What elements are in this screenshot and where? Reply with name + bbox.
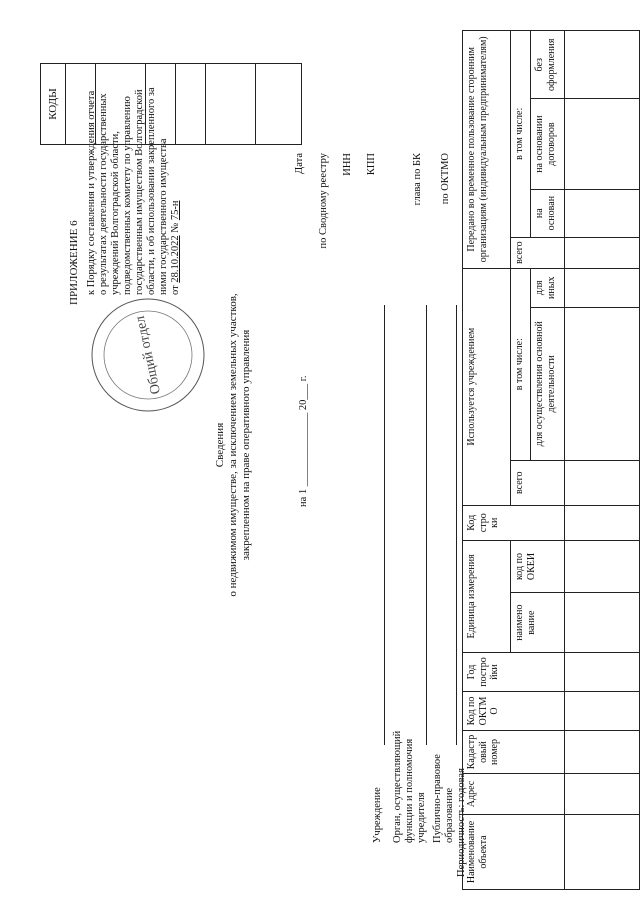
th-used-incl: в том числе:	[511, 268, 531, 460]
label-registry: по Сводному реестру	[318, 153, 329, 249]
label-public-entity-1: Публично-правовое	[432, 754, 443, 843]
appendix-title: ПРИЛОЖЕНИЕ 6	[68, 220, 80, 305]
public-entity-field-line	[456, 305, 457, 745]
table-cell-empty	[565, 189, 640, 237]
appendix-number: 75-н	[170, 200, 181, 221]
th-year: Год постро йки	[463, 653, 565, 692]
codes-row	[205, 64, 256, 144]
th-transferred: Передано во временное пользование сторонним организациям (индивидуальным предпринимателям)	[463, 31, 511, 269]
institution-field-line	[384, 305, 385, 745]
label-bk-head: глава по БК	[412, 153, 423, 206]
codes-row	[145, 64, 176, 144]
label-authority-2: функции и полномочия	[404, 738, 415, 843]
th-address: Адрес	[463, 774, 565, 815]
codes-row	[95, 64, 146, 144]
th-unit-name: наимено вание	[511, 593, 565, 653]
report-date-line: на 1 ______________ 20___ г.	[298, 375, 309, 507]
table-cell-empty	[565, 307, 640, 460]
authority-field-line	[426, 305, 427, 745]
appendix-line-3: учреждений Волгоградской области,	[110, 131, 121, 295]
label-oktmo: по ОКТМО	[440, 153, 451, 205]
label-authority-3: учредителя	[416, 792, 427, 843]
codes-box	[40, 63, 302, 145]
th-oktmo: Код по ОКТМ О	[463, 692, 565, 731]
th-tr-no-doc: без оформления	[531, 31, 565, 99]
label-authority-1: Орган, осуществляющий	[392, 730, 403, 843]
th-row-code: Код стро ки	[463, 505, 565, 540]
table-cell-empty	[565, 505, 640, 540]
label-date: Дата	[294, 153, 305, 174]
th-tr-incl: в том числе:	[511, 31, 531, 238]
th-unit: Единица измерения	[463, 540, 511, 652]
round-stamp	[88, 295, 208, 415]
table-cell-empty	[565, 653, 640, 692]
label-public-entity-2: образование	[444, 787, 455, 843]
appendix-line-4: подведомственных комитету по управлению	[122, 96, 133, 295]
appendix-line-5: государственным имуществом Волгоградской	[134, 89, 145, 295]
table-cell-empty	[565, 692, 640, 731]
table-cell-empty	[565, 540, 640, 593]
table-cell-empty	[565, 237, 640, 268]
th-used: Используется учреждением	[463, 268, 511, 505]
appendix-line-2: о результатах деятельности государственных	[98, 93, 109, 295]
doc-title-line-3: закрепленном на праве оперативного управления	[240, 329, 252, 561]
th-tr-contract: на основании договоров	[531, 99, 565, 189]
label-kpp: КПП	[366, 153, 377, 176]
table-cell-empty	[565, 31, 640, 99]
table-cell-empty	[565, 815, 640, 890]
table-cell-empty	[565, 460, 640, 505]
appendix-date-line: от 28.10.2022 № 75-н	[170, 200, 181, 295]
doc-title-line-2: о недвижимом имуществе, за исключением земельных участков,	[227, 293, 239, 597]
th-used-total: всего	[511, 460, 565, 505]
table-cell-empty	[565, 731, 640, 774]
codes-header: КОДЫ	[47, 88, 59, 120]
label-inn: ИНН	[342, 153, 353, 176]
doc-title-line-1: Сведения	[214, 422, 226, 468]
label-periodicity: Периодичность: годовая	[456, 768, 467, 877]
appendix-line-6: области, и об использовании закрепленного за	[146, 87, 157, 295]
th-tr-total: всего	[511, 237, 565, 268]
table-cell-empty	[565, 268, 640, 307]
appendix-line-7: ними государственного имущества	[158, 138, 169, 295]
stamp-text: Общий отдел	[132, 314, 165, 396]
th-tr-basis: на основан	[531, 189, 565, 237]
appendix-line-1: к Порядку составления и утверждения отчета	[86, 90, 97, 295]
label-institution: Учреждение	[372, 787, 383, 843]
table-cell-empty	[565, 593, 640, 653]
th-used-main: для осуществления основной деятельности	[531, 307, 565, 460]
th-used-other: для иных	[531, 268, 565, 307]
th-unit-okei: код по ОКЕИ	[511, 540, 565, 593]
table-cell-empty	[565, 774, 640, 815]
codes-row	[175, 64, 206, 144]
codes-row	[65, 64, 96, 144]
table-cell-empty	[565, 99, 640, 189]
th-object-name: Наименование объекта	[463, 815, 565, 890]
appendix-date: 28.10.2022	[170, 235, 181, 283]
th-cadastral: Кадастр овый номер	[463, 731, 565, 774]
property-table	[462, 30, 640, 890]
codes-row	[255, 64, 302, 144]
